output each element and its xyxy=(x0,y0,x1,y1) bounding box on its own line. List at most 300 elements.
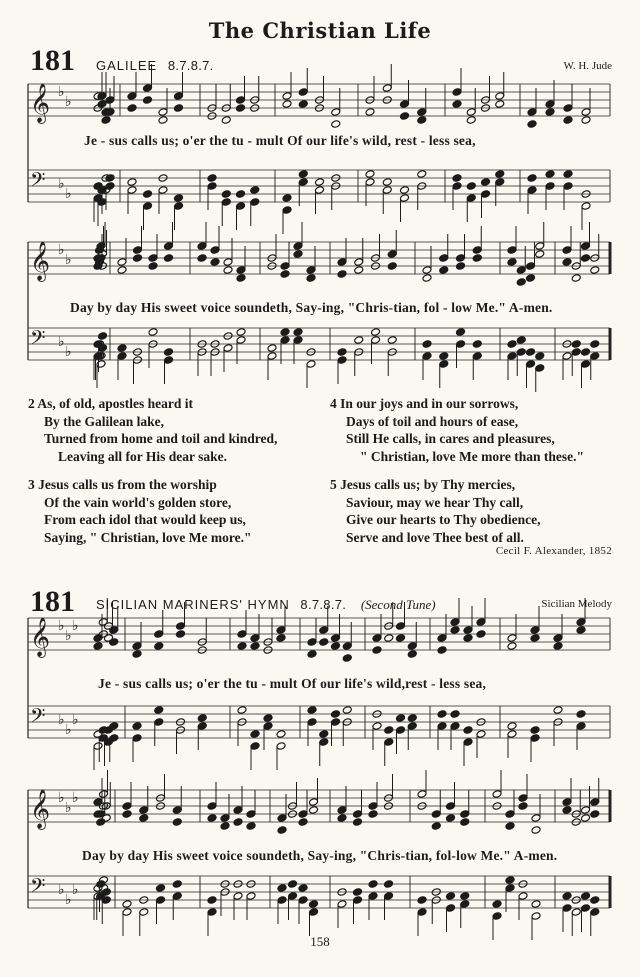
note-head xyxy=(174,104,184,113)
note-head xyxy=(437,710,447,719)
note-head xyxy=(507,258,517,267)
note-head xyxy=(156,896,166,905)
note-head xyxy=(174,194,184,203)
note-head xyxy=(590,340,600,349)
note-head xyxy=(122,900,132,909)
note-head xyxy=(526,360,536,369)
stanza-line: In our joys and in our sorrows, xyxy=(340,396,519,411)
note-head xyxy=(99,790,109,799)
note-head xyxy=(516,336,526,345)
flat-sign-icon: ♭ xyxy=(65,628,72,644)
note-head xyxy=(407,722,417,731)
note-head xyxy=(446,802,456,811)
note-head xyxy=(466,182,476,191)
note-head xyxy=(431,822,441,831)
note-head xyxy=(307,706,317,715)
note-head xyxy=(581,806,591,815)
note-head xyxy=(337,900,347,909)
note-head xyxy=(384,726,394,735)
tune-name: GALILEE xyxy=(96,58,158,73)
note-head xyxy=(277,896,287,905)
note-head xyxy=(446,904,456,913)
note-head xyxy=(372,634,382,643)
note-head xyxy=(298,896,308,905)
note-head xyxy=(472,254,482,263)
note-head xyxy=(531,826,541,835)
note-head xyxy=(276,634,286,643)
note-head xyxy=(382,178,392,187)
bass-staff xyxy=(28,168,610,234)
note-head xyxy=(495,92,505,101)
note-head xyxy=(117,266,127,275)
note-head xyxy=(236,328,246,337)
note-head xyxy=(298,178,308,187)
note-head xyxy=(450,722,460,731)
note-head xyxy=(282,100,292,109)
note-head xyxy=(337,270,347,279)
note-head xyxy=(164,356,174,365)
note-head xyxy=(460,818,470,827)
note-head xyxy=(122,810,132,819)
note-head xyxy=(384,880,394,889)
note-head xyxy=(460,892,470,901)
note-head xyxy=(176,622,186,631)
stanza-line: Saviour, may we hear Thy call, xyxy=(346,494,524,510)
composer: Sicilian Melody xyxy=(541,598,612,610)
note-head xyxy=(337,814,347,823)
note-head xyxy=(535,364,545,373)
note-head xyxy=(298,88,308,97)
note-head xyxy=(437,722,447,731)
note-head xyxy=(387,336,397,345)
note-head xyxy=(553,642,563,651)
note-head xyxy=(267,344,277,353)
note-head xyxy=(562,798,572,807)
note-head xyxy=(507,722,517,731)
note-head xyxy=(581,360,591,369)
note-head xyxy=(223,258,233,267)
note-head xyxy=(476,618,486,627)
note-head xyxy=(220,814,230,823)
note-head xyxy=(400,112,410,121)
note-head xyxy=(456,340,466,349)
note-head xyxy=(581,254,591,263)
note-head xyxy=(250,186,260,195)
note-head xyxy=(396,634,406,643)
lyric-line: Day by day His sweet voice soundeth, Say-ing, "Chris-tian, fol-low Me." A-men. xyxy=(82,848,558,863)
note-head xyxy=(197,722,207,731)
treble-clef-icon: 𝄞 xyxy=(30,617,51,657)
note-head xyxy=(96,360,106,369)
note-head xyxy=(456,254,466,263)
note-head xyxy=(293,250,303,259)
stanza-line: As, of old, apostles heard it xyxy=(37,396,194,411)
note-head xyxy=(492,790,502,799)
note-head xyxy=(463,634,473,643)
note-head xyxy=(463,738,473,747)
note-head xyxy=(309,908,319,917)
note-head xyxy=(481,190,491,199)
note-head xyxy=(263,722,273,731)
note-head xyxy=(250,730,260,739)
page-number: 158 xyxy=(310,934,330,949)
note-head xyxy=(571,348,581,357)
note-head xyxy=(236,202,246,211)
note-head xyxy=(452,174,462,183)
note-head xyxy=(571,908,581,917)
note-head xyxy=(246,892,256,901)
flat-sign-icon: ♭ xyxy=(65,186,72,202)
note-head xyxy=(417,170,427,179)
note-head xyxy=(109,638,119,647)
treble-clef-icon: 𝄞 xyxy=(30,83,51,123)
note-head xyxy=(298,818,308,827)
note-head xyxy=(164,348,174,357)
stanza-line: By the Galilean lake, xyxy=(44,413,165,429)
stanza-line: Give our hearts to Thy obedience, xyxy=(346,512,541,527)
note-head xyxy=(122,908,132,917)
note-head xyxy=(516,278,526,287)
note-head xyxy=(507,730,517,739)
note-head xyxy=(132,650,142,659)
note-head xyxy=(439,352,449,361)
note-head xyxy=(460,810,470,819)
note-head xyxy=(176,630,186,639)
note-head xyxy=(563,170,573,179)
note-head xyxy=(337,806,347,815)
note-head xyxy=(154,706,164,715)
note-head xyxy=(452,100,462,109)
note-head xyxy=(535,352,545,361)
note-head xyxy=(535,242,545,251)
note-head xyxy=(307,638,317,647)
note-head xyxy=(127,186,137,195)
bass-staff xyxy=(28,704,610,770)
stanza-line: " Christian, love Me more than these." xyxy=(360,448,584,464)
note-head xyxy=(319,730,329,739)
note-head xyxy=(109,722,119,731)
note-head xyxy=(282,206,292,215)
bass-staff xyxy=(28,874,610,940)
tune-name: SICILIAN MARINERS' HYMN xyxy=(96,597,290,612)
note-head xyxy=(354,266,364,275)
note-head xyxy=(545,100,555,109)
hymn-number: 181 xyxy=(30,585,75,618)
tune-note: (Second Tune) xyxy=(360,597,436,612)
note-head xyxy=(236,274,246,283)
note-head xyxy=(590,798,600,807)
note-head xyxy=(158,186,168,195)
flat-sign-icon: ♭ xyxy=(58,882,65,898)
note-head xyxy=(154,630,164,639)
note-head xyxy=(446,892,456,901)
flat-sign-icon: ♭ xyxy=(65,722,72,738)
note-head xyxy=(562,352,572,361)
note-head xyxy=(422,352,432,361)
note-head xyxy=(96,818,106,827)
note-head xyxy=(282,194,292,203)
note-head xyxy=(563,104,573,113)
note-head xyxy=(250,634,260,643)
note-head xyxy=(530,626,540,635)
note-head xyxy=(531,900,541,909)
note-head xyxy=(466,194,476,203)
flat-sign-icon: ♭ xyxy=(65,800,72,816)
note-head xyxy=(221,190,231,199)
flat-sign-icon: ♭ xyxy=(72,790,79,806)
flat-sign-icon: ♭ xyxy=(65,94,72,110)
note-head xyxy=(576,618,586,627)
note-head xyxy=(174,202,184,211)
note-head xyxy=(476,630,486,639)
note-head xyxy=(417,790,427,799)
note-head xyxy=(396,714,406,723)
note-head xyxy=(105,96,115,105)
note-head xyxy=(396,726,406,735)
flat-sign-icon: ♭ xyxy=(58,712,65,728)
note-head xyxy=(387,250,397,259)
note-head xyxy=(562,892,572,901)
note-head xyxy=(172,806,182,815)
note-head xyxy=(221,198,231,207)
note-head xyxy=(492,912,502,921)
note-head xyxy=(437,634,447,643)
note-head xyxy=(315,178,325,187)
note-head xyxy=(581,116,591,125)
note-head xyxy=(476,730,486,739)
note-head xyxy=(98,618,108,627)
stanza-line: Serve and love Thee best of all. xyxy=(346,529,524,545)
note-head xyxy=(371,328,381,337)
note-head xyxy=(210,246,220,255)
note-head xyxy=(422,266,432,275)
note-head xyxy=(237,642,247,651)
note-head xyxy=(127,178,137,187)
note-head xyxy=(571,340,581,349)
note-head xyxy=(331,634,341,643)
note-head xyxy=(122,802,132,811)
note-head xyxy=(507,246,517,255)
note-head xyxy=(158,108,168,117)
note-head xyxy=(562,246,572,255)
note-head xyxy=(246,810,256,819)
note-head xyxy=(365,170,375,179)
note-head xyxy=(527,108,537,117)
note-head xyxy=(158,116,168,125)
note-head xyxy=(307,718,317,727)
note-head xyxy=(132,722,142,731)
note-head xyxy=(221,116,231,125)
stanza-number: 3 xyxy=(28,477,35,492)
note-head xyxy=(197,714,207,723)
note-head xyxy=(581,892,591,901)
note-head xyxy=(93,742,103,751)
note-head xyxy=(450,710,460,719)
treble-staff xyxy=(28,64,610,128)
note-head xyxy=(236,104,246,113)
stanza-line: Turned from home and toil and kindred, xyxy=(44,431,278,446)
stanza-number: 5 xyxy=(330,477,337,492)
note-head xyxy=(337,258,347,267)
note-head xyxy=(518,892,528,901)
note-head xyxy=(233,818,243,827)
note-head xyxy=(417,116,427,125)
note-head xyxy=(396,622,406,631)
note-head xyxy=(342,706,352,715)
note-head xyxy=(250,642,260,651)
note-head xyxy=(372,722,382,731)
note-head xyxy=(237,630,247,639)
note-head xyxy=(563,182,573,191)
stanza-line: From each idol that would keep us, xyxy=(44,512,246,527)
note-head xyxy=(590,896,600,905)
stanza-line: Jesus calls us; by Thy mercies, xyxy=(340,477,516,492)
note-head xyxy=(331,120,341,129)
treble-staff xyxy=(28,770,610,834)
note-head xyxy=(117,344,127,353)
note-head xyxy=(172,818,182,827)
note-head xyxy=(518,794,528,803)
note-head xyxy=(422,274,432,283)
note-head xyxy=(148,254,158,263)
bass-clef-icon: 𝄢 xyxy=(30,874,46,902)
note-head xyxy=(293,328,303,337)
note-head xyxy=(331,710,341,719)
note-head xyxy=(143,190,153,199)
note-head xyxy=(293,242,303,251)
note-head xyxy=(535,250,545,259)
bass-clef-icon: 𝄢 xyxy=(30,168,46,196)
note-head xyxy=(246,822,256,831)
note-head xyxy=(562,258,572,267)
note-head xyxy=(354,258,364,267)
note-head xyxy=(446,814,456,823)
note-head xyxy=(527,174,537,183)
note-head xyxy=(353,810,363,819)
note-head xyxy=(382,186,392,195)
flat-sign-icon: ♭ xyxy=(58,790,65,806)
note-head xyxy=(365,178,375,187)
note-head xyxy=(109,734,119,743)
note-head xyxy=(516,348,526,357)
note-head xyxy=(280,270,290,279)
bass-staff xyxy=(28,326,610,392)
note-head xyxy=(563,116,573,125)
note-head xyxy=(101,116,111,125)
bass-clef-icon: 𝄢 xyxy=(30,326,46,354)
note-head xyxy=(174,92,184,101)
stanza-line: Days of toil and hours of ease, xyxy=(346,413,519,429)
note-head xyxy=(505,810,515,819)
note-head xyxy=(139,814,149,823)
note-head xyxy=(590,352,600,361)
note-head xyxy=(466,116,476,125)
flat-sign-icon: ♭ xyxy=(58,618,65,634)
note-head xyxy=(590,810,600,819)
note-head xyxy=(384,738,394,747)
note-head xyxy=(507,642,517,651)
note-head xyxy=(553,706,563,715)
note-head xyxy=(407,650,417,659)
note-head xyxy=(319,638,329,647)
note-head xyxy=(342,654,352,663)
note-head xyxy=(495,178,505,187)
note-head xyxy=(353,888,363,897)
flat-sign-icon: ♭ xyxy=(72,618,79,634)
note-head xyxy=(307,650,317,659)
note-head xyxy=(422,340,432,349)
note-head xyxy=(530,726,540,735)
note-head xyxy=(354,336,364,345)
note-head xyxy=(368,892,378,901)
note-head xyxy=(472,340,482,349)
note-head xyxy=(207,814,217,823)
note-head xyxy=(368,810,378,819)
flat-sign-icon: ♭ xyxy=(72,882,79,898)
note-head xyxy=(207,802,217,811)
note-head xyxy=(172,880,182,889)
note-head xyxy=(223,344,233,353)
note-head xyxy=(250,742,260,751)
composer: W. H. Jude xyxy=(563,60,612,72)
treble-clef-icon: 𝄞 xyxy=(30,789,51,829)
note-head xyxy=(400,100,410,109)
note-head xyxy=(282,92,292,101)
note-head xyxy=(530,634,540,643)
note-head xyxy=(337,348,347,357)
note-head xyxy=(154,718,164,727)
note-head xyxy=(452,88,462,97)
note-head xyxy=(127,92,137,101)
note-head xyxy=(117,352,127,361)
note-head xyxy=(507,634,517,643)
note-head xyxy=(456,328,466,337)
note-head xyxy=(460,900,470,909)
note-head xyxy=(143,202,153,211)
stanza-line: Still He calls, in cares and pleasures, xyxy=(346,431,555,446)
note-head xyxy=(526,262,536,271)
note-head xyxy=(96,242,106,251)
note-head xyxy=(236,190,246,199)
note-head xyxy=(526,348,536,357)
note-head xyxy=(576,626,586,635)
note-head xyxy=(236,336,246,345)
note-head xyxy=(505,884,515,893)
note-head xyxy=(298,884,308,893)
note-head xyxy=(154,642,164,651)
note-head xyxy=(280,328,290,337)
note-head xyxy=(507,352,517,361)
note-head xyxy=(236,266,246,275)
note-head xyxy=(109,626,119,635)
note-head xyxy=(518,802,528,811)
note-head xyxy=(288,892,298,901)
note-head xyxy=(277,814,287,823)
flat-sign-icon: ♭ xyxy=(58,334,65,350)
note-head xyxy=(372,646,382,655)
note-head xyxy=(298,170,308,179)
note-head xyxy=(207,182,217,191)
note-head xyxy=(495,100,505,109)
note-head xyxy=(207,896,217,905)
note-head xyxy=(133,246,143,255)
stanza-number: 2 xyxy=(28,396,35,411)
flat-sign-icon: ♭ xyxy=(58,242,65,258)
flat-sign-icon: ♭ xyxy=(58,176,65,192)
note-head xyxy=(384,634,394,643)
note-head xyxy=(400,194,410,203)
note-head xyxy=(96,880,106,889)
